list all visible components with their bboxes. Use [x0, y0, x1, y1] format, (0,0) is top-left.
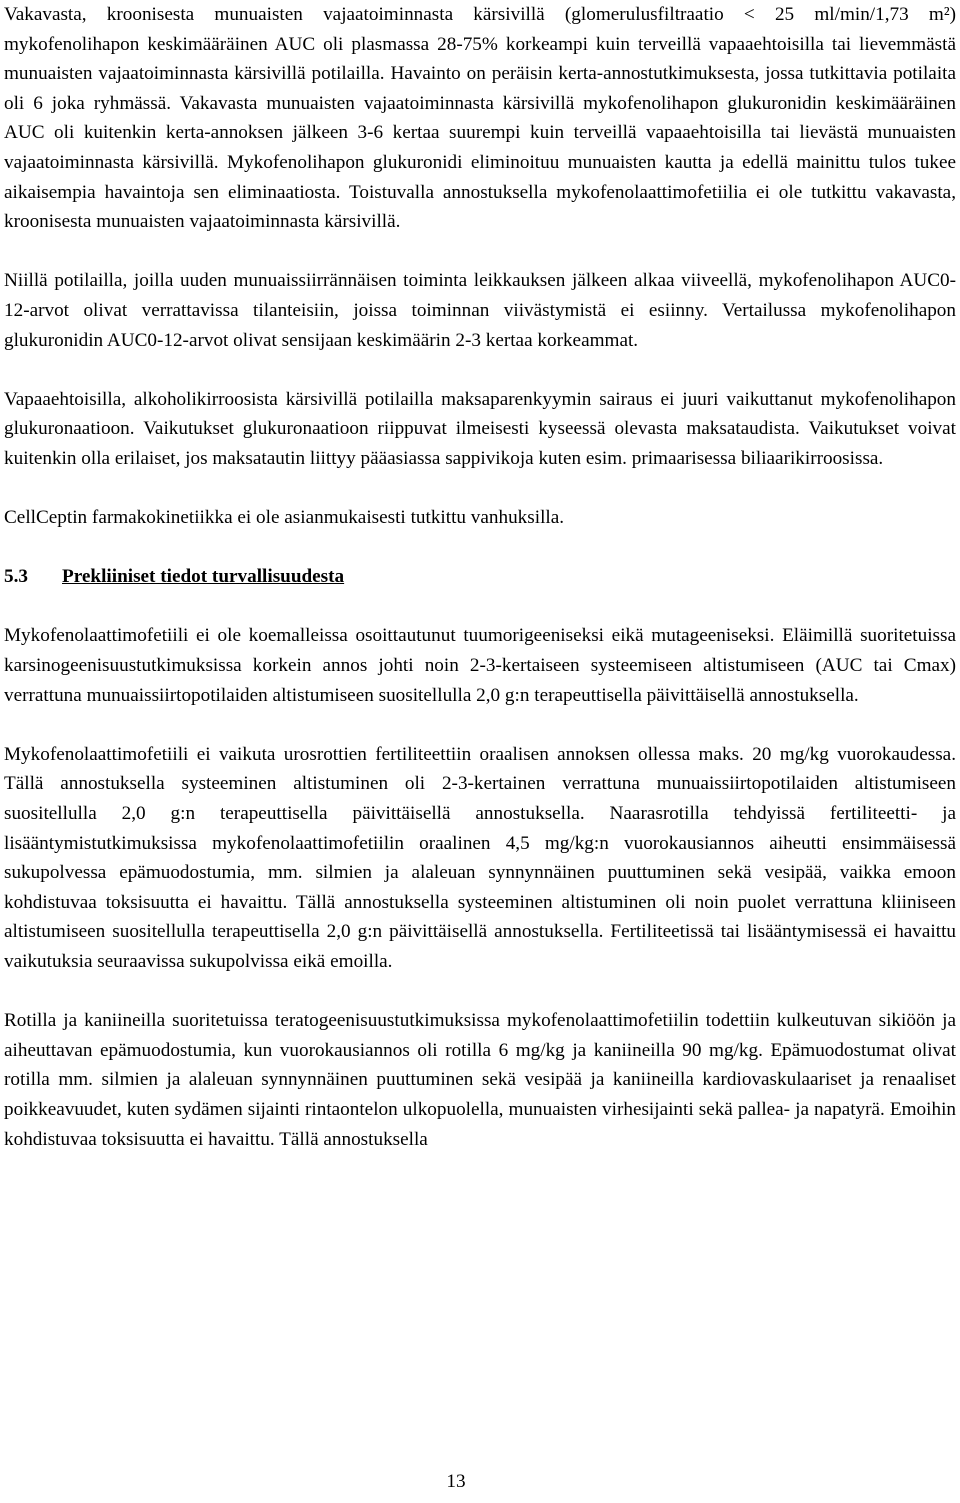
section-title: Prekliiniset tiedot turvallisuudesta — [62, 566, 345, 588]
section-heading — [4, 562, 956, 592]
paragraph-elderly: CellCeptin farmakokinetiikka ei ole asianmukaisesti tutkittu vanhuksilla. — [4, 507, 565, 529]
paragraph-delayed-graft-function: Niillä potilailla, joilla uuden munuaissiirrännäisen toiminta leikkauksen jälkeen alkaa viiveellä, mykofenolihapon AUC0-12-arvot olivat verrattavissa tilanteisiin, joissa toiminnan viivästymistä ei esiinny. Vertailussa mykofenolihapon glukuronidin AUC0-12-arvot olivat sensijaan keskimäärin 2-3 kertaa korkeammat. — [4, 270, 956, 351]
document-body — [4, 0, 956, 1154]
paragraph-teratogenicity: Rotilla ja kaniineilla suoritetuissa teratogeenisuustutkimuksissa mykofenolaattimofetiilin todettiin kulkeutuvan sikiöön ja aiheuttavan epämuodostumia, kun vuorokausiannos oli rotilla 6 mg/kg ja kaniineilla 90 mg/kg. Epämuodostumat olivat rotilla mm. silmien ja alaleuan synnynnäinen puuttuminen sekä vesipää ja kaniineilla kardiovaskulaariset ja renaaliset poikkeavuudet, kuten sydämen sijainti rintaontelon ulkopuolella, munuaisten virhesijainti sekä pallea- ja napatyrä. Emoihin kohdistuvaa toksisuutta ei havaittu. Tällä annostuksella — [4, 1010, 956, 1150]
page-number: 13 — [446, 1471, 466, 1492]
paragraph-fertility: Mykofenolaattimofetiili ei vaikuta urosrottien fertiliteettiin oraalisen annoksen ollessa maks. 20 mg/kg vuorokaudessa. Tällä annostuksella systeeminen altistuminen oli 2-3-kertainen verrattuna munuaissiirtopotilaiden altistumiseen suositellulla 2,0 g:n terapeuttisella päivittäisellä annostuksella. Naarasrotilla tehdyissä fertiliteetti- ja lisääntymistutkimuksissa mykofenolaattimofetiilin oraalinen 4,5 mg/kg:n vuorokausiannos aiheutti ensimmäisessä sukupolvessa epämuodostumia, mm. silmien ja alaleuan synnynnäinen puuttuminen sekä vesipää, vaikka emoon kohdistuvaa toksisuutta ei havaittu. Tällä annostuksella systeeminen altistuminen oli noin puolet verrattuna kliiniseen altistumiseen suositellulla terapeuttisella 2,0 g:n päivittäisellä annostuksella. Fertiliteetissä tai lisääntymisessä ei havaittu vaikutuksia seuraavissa sukupolvissa eikä emoilla. — [4, 743, 956, 972]
paragraph-renal-impairment: Vakavasta, kroonisesta munuaisten vajaatoiminnasta kärsivillä (glomerulusfiltraatio < 25 ml/min/1,73 m²) mykofenolihapon keskimääräinen AUC oli plasmassa 28-75% korkeampi kuin terveillä vapaaehtoisilla tai lievemmästä munuaisten vajaatoiminnasta kärsivillä potilailla. Havainto on peräisin kerta-annostutkimuksesta, jossa tutkittavia potilaita oli 6 joka ryhmässä. Vakavasta munuaisten vajaatoiminnasta kärsivillä mykofenolihapon glukuronidin keskimääräinen AUC oli kuitenkin kerta-annoksen jälkeen 3-6 kertaa suurempi kuin terveillä vapaaehtoisilla tai lievästä munuaisten vajaatoiminnasta kärsivillä. Mykofenolihapon glukuronidi eliminoituu munuaisten kautta ja edellä mainittu tulos tukee aikaisempia havaintoja sen eliminaatiosta. Toistuvalla annostuksella mykofenolaattimofetiilia ei ole tutkittu vakavasta, kroonisesta munuaisten vajaatoiminnasta kärsivillä. — [4, 4, 956, 233]
section-number: 5.3 — [4, 566, 28, 588]
paragraph-carcinogenicity: Mykofenolaattimofetiili ei ole koemalleissa osoittautunut tuumorigeeniseksi eikä mutageeniseksi. Eläimillä suoritetuissa karsinogeenisuustutkimuksissa korkein annos johti noin 2-3-kertaiseen systeemiseen altistumiseen (AUC tai Cmax) verrattuna munuaissiirtopotilaiden altistumiseen suositellulla 2,0 g:n terapeuttisella päivittäisellä annostuksella. — [4, 625, 956, 706]
paragraph-hepatic-impairment: Vapaaehtoisilla, alkoholikirroosista kärsivillä potilailla maksaparenkyymin sairaus ei juuri vaikuttanut mykofenolihapon glukuronaatioon. Vaikutukset glukuronaatioon riippuvat ilmeisesti kyseessä olevasta maksataudista. Vaikutukset voivat kuitenkin olla erilaiset, jos maksatautin liittyy pääasiassa sappivikoja kuten esim. primaarisessa biliaarikirroosissa. — [4, 388, 956, 469]
